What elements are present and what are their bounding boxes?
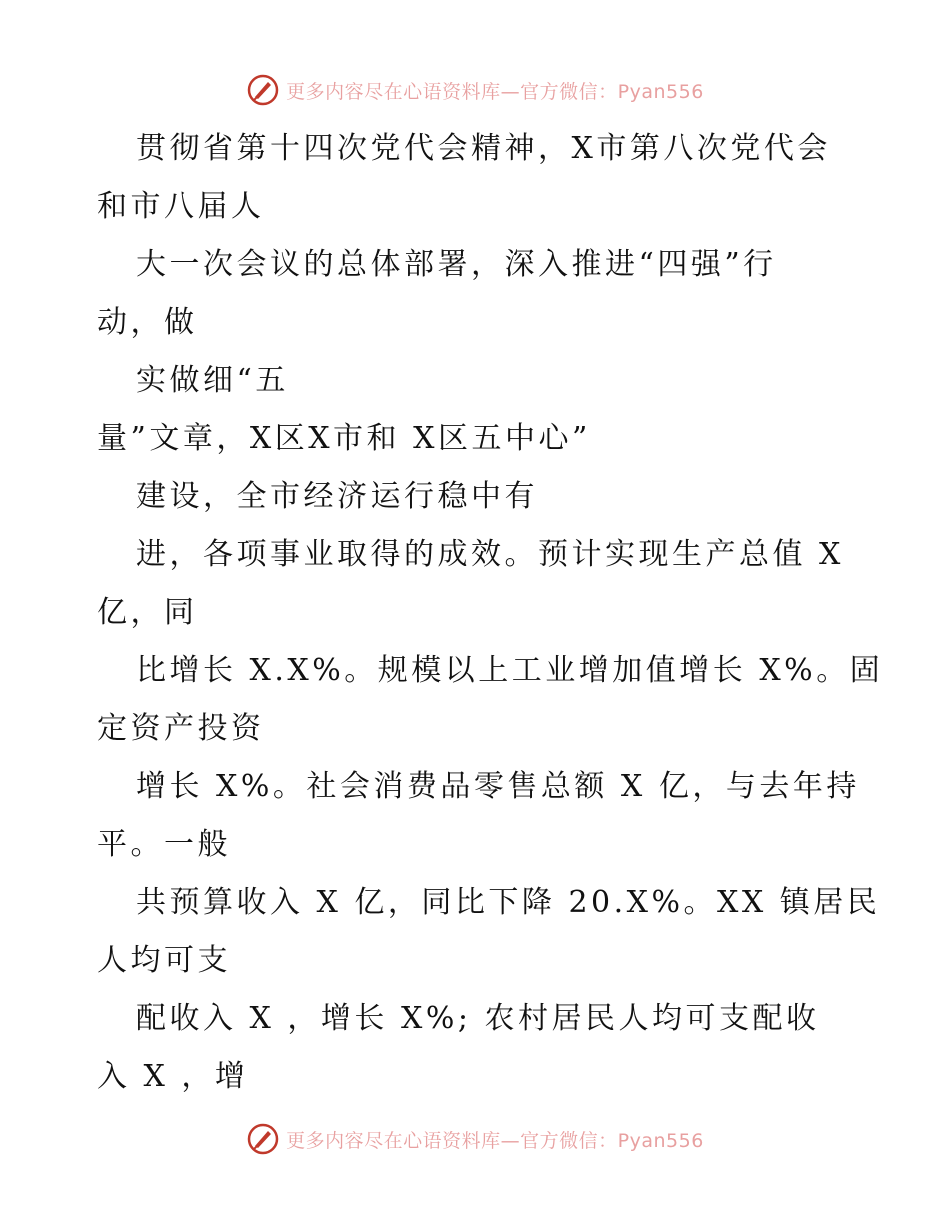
- header-watermark: [0, 70, 950, 110]
- watermark-text: 更多内容尽在心语资料库—官方微信：Pyan556: [286, 80, 704, 103]
- text-line: 共预算收入 X 亿，同比下降 20.X%。XX 镇居民: [136, 885, 881, 920]
- text-line: 定资产投资: [97, 711, 265, 746]
- text-line: 人均可支: [97, 943, 231, 978]
- text-line: 和市八届人: [97, 189, 265, 224]
- text-line: 动，做: [97, 305, 198, 340]
- text-line: 贯彻省第十四次党代会精神，X市第八次党代会: [136, 131, 831, 166]
- text-line: 建设，全市经济运行稳中有: [136, 479, 538, 514]
- body-text: [97, 120, 884, 1106]
- footer-watermark: [0, 1119, 950, 1159]
- text-line: 比增长 X.X%。规模以上工业增加值增长 X%。固: [136, 653, 884, 688]
- quill-logo-icon: [246, 73, 280, 107]
- text-line: 量”文章，X区X市和 X区五中心”: [97, 421, 591, 456]
- text-line: 平。一般: [97, 827, 231, 862]
- watermark-text: 更多内容尽在心语资料库—官方微信：Pyan556: [286, 1129, 704, 1152]
- text-line: 进，各项事业取得的成效。预计实现生产总值 X: [136, 537, 844, 572]
- quill-logo-icon: [246, 1122, 280, 1156]
- text-line: 配收入 X ，增长 X%; 农村居民人均可支配收: [136, 1001, 820, 1036]
- text-line: 亿，同: [97, 595, 198, 630]
- text-line: 增长 X%。社会消费品零售总额 X 亿，与去年持: [136, 769, 860, 804]
- text-line: 实做细“五: [136, 363, 289, 398]
- text-line: 大一次会议的总体部署，深入推进“四强”行: [136, 247, 777, 282]
- text-line: 入 X ，增: [97, 1059, 249, 1094]
